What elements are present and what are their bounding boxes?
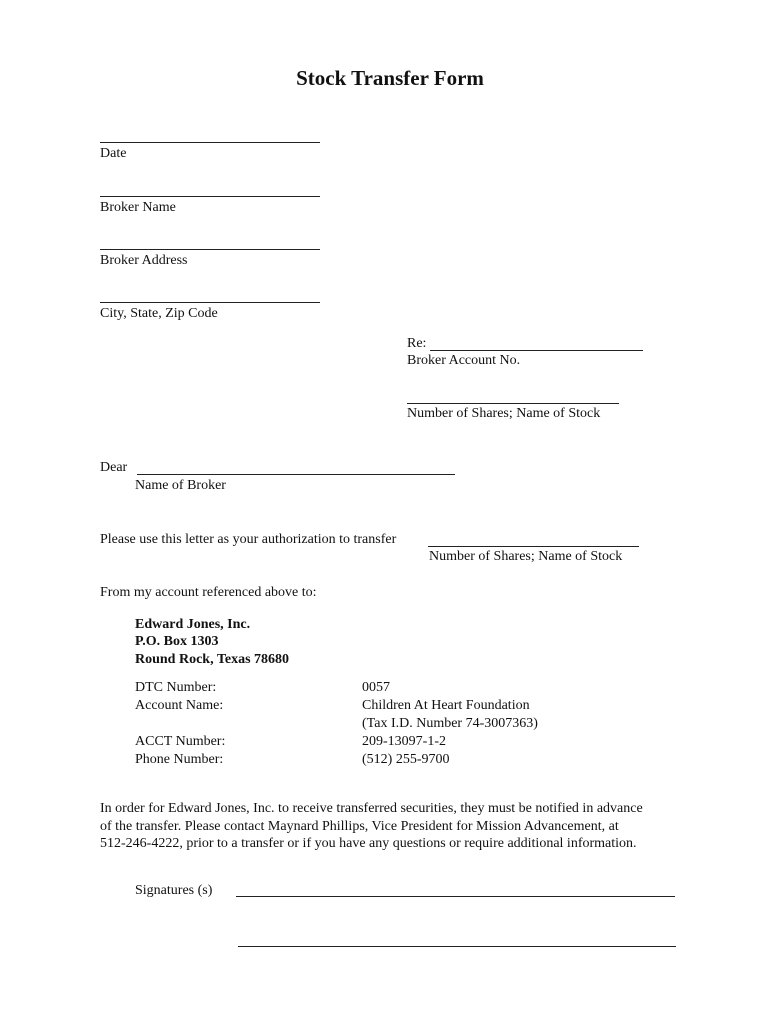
dtc-number-label: DTC Number: (135, 680, 217, 695)
authorization-text: Please use this letter as your authorization to transfer (100, 532, 397, 547)
notice-line-2: of the transfer. Please contact Maynard Phillips, Vice President for Mission Advancement, at (100, 819, 619, 834)
broker-address-line[interactable] (100, 249, 320, 250)
date-line[interactable] (100, 142, 320, 143)
signature-line-1[interactable] (236, 896, 675, 897)
phone-number-value: (512) 255-9700 (362, 752, 450, 767)
recipient-name: Edward Jones, Inc. (135, 617, 251, 632)
acct-number-value: 209-13097-1-2 (362, 734, 446, 749)
city-state-zip-label: City, State, Zip Code (100, 306, 218, 321)
signatures-label: Signatures (s) (135, 883, 213, 898)
account-name-value: Children At Heart Foundation (362, 698, 530, 713)
page-title: Stock Transfer Form (296, 66, 484, 90)
re-account-line[interactable] (430, 350, 643, 351)
account-name-label: Account Name: (135, 698, 224, 713)
acct-number-label: ACCT Number: (135, 734, 226, 749)
broker-name-label: Broker Name (100, 200, 176, 215)
broker-name-line[interactable] (100, 196, 320, 197)
broker-address-label: Broker Address (100, 253, 188, 268)
recipient-city: Round Rock, Texas 78680 (135, 652, 290, 667)
recipient-po-box: P.O. Box 1303 (135, 634, 219, 649)
phone-number-label: Phone Number: (135, 752, 224, 767)
re-shares-line[interactable] (407, 403, 619, 404)
date-label: Date (100, 146, 127, 161)
from-account-text: From my account referenced above to: (100, 585, 317, 600)
notice-line-1: In order for Edward Jones, Inc. to receive transferred securities, they must be notified in advance (100, 801, 643, 816)
authorization-shares-line[interactable] (428, 546, 639, 547)
tax-id-value: (Tax I.D. Number 74-3007363) (362, 716, 538, 731)
dear-name-line[interactable] (137, 474, 455, 475)
name-of-broker-label: Name of Broker (135, 478, 226, 493)
city-state-zip-line[interactable] (100, 302, 320, 303)
signature-line-2[interactable] (238, 946, 676, 947)
authorization-shares-stock-label: Number of Shares; Name of Stock (429, 549, 623, 564)
re-label: Re: (407, 336, 427, 351)
broker-account-no-label: Broker Account No. (407, 353, 521, 368)
notice-line-3: 512-246-4222, prior to a transfer or if you have any questions or require additional information. (100, 836, 637, 851)
dear-label: Dear (100, 460, 128, 475)
re-shares-stock-label: Number of Shares; Name of Stock (407, 406, 601, 421)
dtc-number-value: 0057 (362, 680, 390, 695)
